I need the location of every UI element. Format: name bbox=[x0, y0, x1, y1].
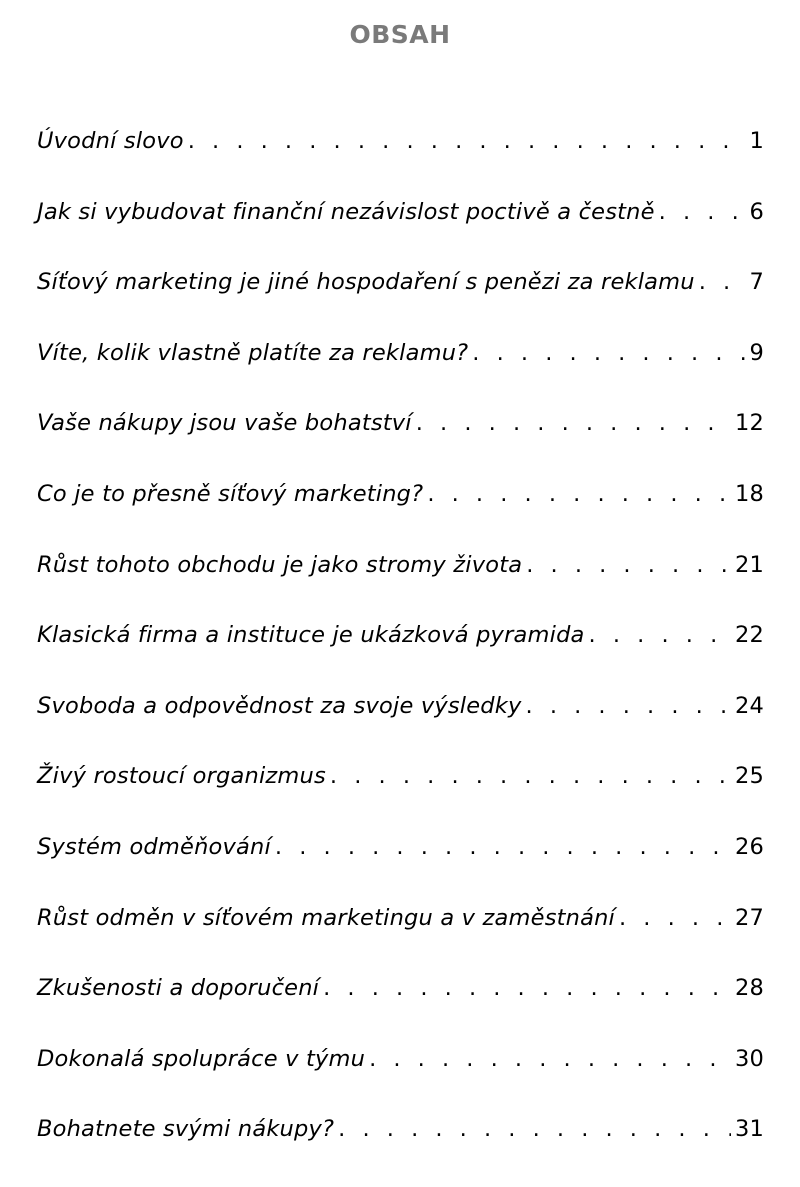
toc-list bbox=[37, 128, 764, 1187]
dot-leader bbox=[338, 1116, 731, 1142]
toc-entry-page: 12 bbox=[734, 410, 764, 437]
toc-entry-title: Síťový marketing je jiné hospodaření s penězi za reklamu bbox=[37, 269, 695, 296]
toc-entry-title: Úvodní slovo bbox=[37, 128, 184, 154]
dot-leader bbox=[526, 693, 731, 719]
toc-entry[interactable] bbox=[37, 905, 764, 976]
toc-entry-page: 1 bbox=[749, 128, 764, 154]
page-title: OBSAH bbox=[349, 20, 451, 49]
toc-entry-title: Systém odměňování bbox=[37, 833, 271, 860]
toc-entry-page: 21 bbox=[734, 551, 764, 578]
toc-entry[interactable] bbox=[37, 622, 764, 693]
toc-entry[interactable] bbox=[37, 340, 764, 411]
toc-entry-page: 22 bbox=[734, 622, 764, 649]
toc-entry[interactable] bbox=[37, 834, 764, 905]
toc-entry-title: Klasická firma a instituce je ukázková pyramida bbox=[37, 622, 585, 649]
toc-entry[interactable] bbox=[37, 552, 764, 623]
toc-entry-page: 6 bbox=[749, 198, 764, 225]
dot-leader bbox=[472, 340, 745, 366]
toc-entry[interactable] bbox=[37, 763, 764, 834]
toc-entry[interactable] bbox=[37, 975, 764, 1046]
toc-entry-title: Vaše nákupy jsou vaše bohatství bbox=[37, 410, 412, 437]
dot-leader bbox=[330, 763, 731, 789]
toc-entry-title: Jak si vybudovat finanční nezávislost poctivě a čestně bbox=[37, 198, 655, 225]
dot-leader bbox=[427, 481, 731, 507]
toc-entry[interactable] bbox=[37, 410, 764, 481]
toc-entry-page: 25 bbox=[734, 763, 764, 790]
toc-entry-page: 9 bbox=[749, 339, 764, 366]
toc-entry-title: Bohatnete svými nákupy? bbox=[37, 1116, 335, 1143]
toc-entry-title: Růst odměn v síťovém marketingu a v zaměstnání bbox=[37, 904, 615, 931]
toc-entry-page: 31 bbox=[734, 1116, 764, 1143]
toc-entry[interactable] bbox=[37, 269, 764, 340]
toc-entry-title: Co je to přesně síťový marketing? bbox=[37, 480, 424, 507]
dot-leader bbox=[416, 410, 731, 436]
dot-leader bbox=[275, 834, 731, 860]
dot-leader bbox=[659, 199, 746, 225]
toc-entry-page: 18 bbox=[734, 480, 764, 507]
dot-leader bbox=[699, 269, 746, 295]
toc-entry[interactable] bbox=[37, 199, 764, 270]
dot-leader bbox=[526, 552, 731, 578]
toc-entry-title: Dokonalá spolupráce v týmu bbox=[37, 1045, 366, 1072]
toc-entry-page: 26 bbox=[734, 833, 764, 860]
dot-leader bbox=[188, 128, 746, 154]
toc-entry-page: 28 bbox=[734, 975, 764, 1002]
dot-leader bbox=[619, 905, 731, 931]
toc-entry[interactable] bbox=[37, 693, 764, 764]
dot-leader bbox=[589, 622, 731, 648]
toc-entry[interactable] bbox=[37, 1116, 764, 1187]
toc-entry[interactable] bbox=[37, 1046, 764, 1117]
toc-entry-page: 7 bbox=[749, 269, 764, 296]
toc-entry-title: Svoboda a odpovědnost za svoje výsledky bbox=[37, 692, 522, 719]
toc-entry-title: Živý rostoucí organizmus bbox=[37, 763, 326, 790]
dot-leader bbox=[323, 975, 731, 1001]
toc-entry-title: Zkušenosti a doporučení bbox=[37, 975, 320, 1002]
toc-entry[interactable] bbox=[37, 481, 764, 552]
toc-entry-page: 24 bbox=[734, 692, 764, 719]
toc-entry[interactable] bbox=[37, 128, 764, 199]
toc-entry-page: 27 bbox=[734, 904, 764, 931]
dot-leader bbox=[369, 1046, 731, 1072]
toc-entry-title: Růst tohoto obchodu je jako stromy života bbox=[37, 551, 523, 578]
toc-entry-title: Víte, kolik vlastně platíte za reklamu? bbox=[37, 339, 469, 366]
toc-entry-page: 30 bbox=[734, 1045, 764, 1072]
